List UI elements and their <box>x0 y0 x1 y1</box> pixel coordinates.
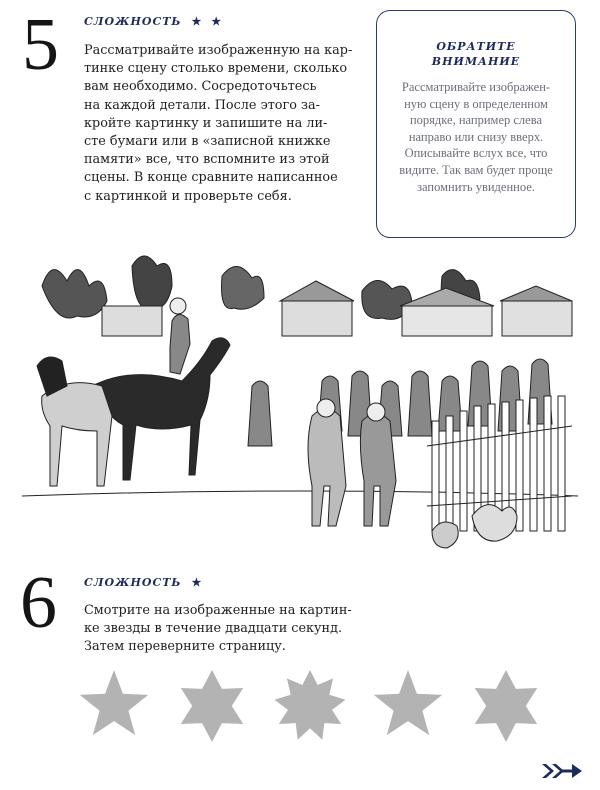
star-6-point-icon <box>181 670 243 742</box>
exercise-6-difficulty <box>84 576 204 589</box>
difficulty-stars: ★ ★ <box>191 15 225 28</box>
note-title: ОБРАТИТЕ ВНИМАНИЕ <box>431 40 521 68</box>
arrow-right-icon[interactable] <box>540 760 584 782</box>
exercise-5-difficulty <box>84 15 224 28</box>
exercise-5-number: 5 <box>22 4 59 86</box>
exercise-5-instructions: Рассматривайте изображенную на кар- тинке сцену столько времени, сколько вам необходимо. Сосредоточьтесь на каждой детали. После этого за- кройте картинку и запишите на ли- сте бумаги или в «записной книжке памяти» все, что вспомните из этой сцены. В конце сравните написанное с картинкой и проверьте себя. <box>84 43 353 204</box>
crowd-horses-sketch-icon <box>22 246 578 576</box>
difficulty-label: СЛОЖНОСТЬ <box>84 576 182 589</box>
difficulty-stars: ★ <box>191 576 205 589</box>
exercise-6-number: 6 <box>20 562 57 644</box>
exercise-6-instructions: Смотрите на изображенные на картин- ке звезды в течение двадцати секунд. Затем переверните страницу. <box>84 603 352 655</box>
star-5-point-icon <box>80 670 148 735</box>
note-text: Рассматривайте изображен- ную сцену в определенном порядке, например слева направо или снизу вверх. Описывайте вслух все, что видите. Так вам будет проще запомнить увиденное. <box>399 80 553 194</box>
star-6-point-icon <box>475 670 537 742</box>
star-5-point-icon <box>374 670 442 735</box>
star-9-point-icon <box>275 670 346 740</box>
difficulty-label: СЛОЖНОСТЬ <box>84 15 182 28</box>
attention-note-box <box>376 10 576 238</box>
memory-star-row <box>76 666 556 746</box>
